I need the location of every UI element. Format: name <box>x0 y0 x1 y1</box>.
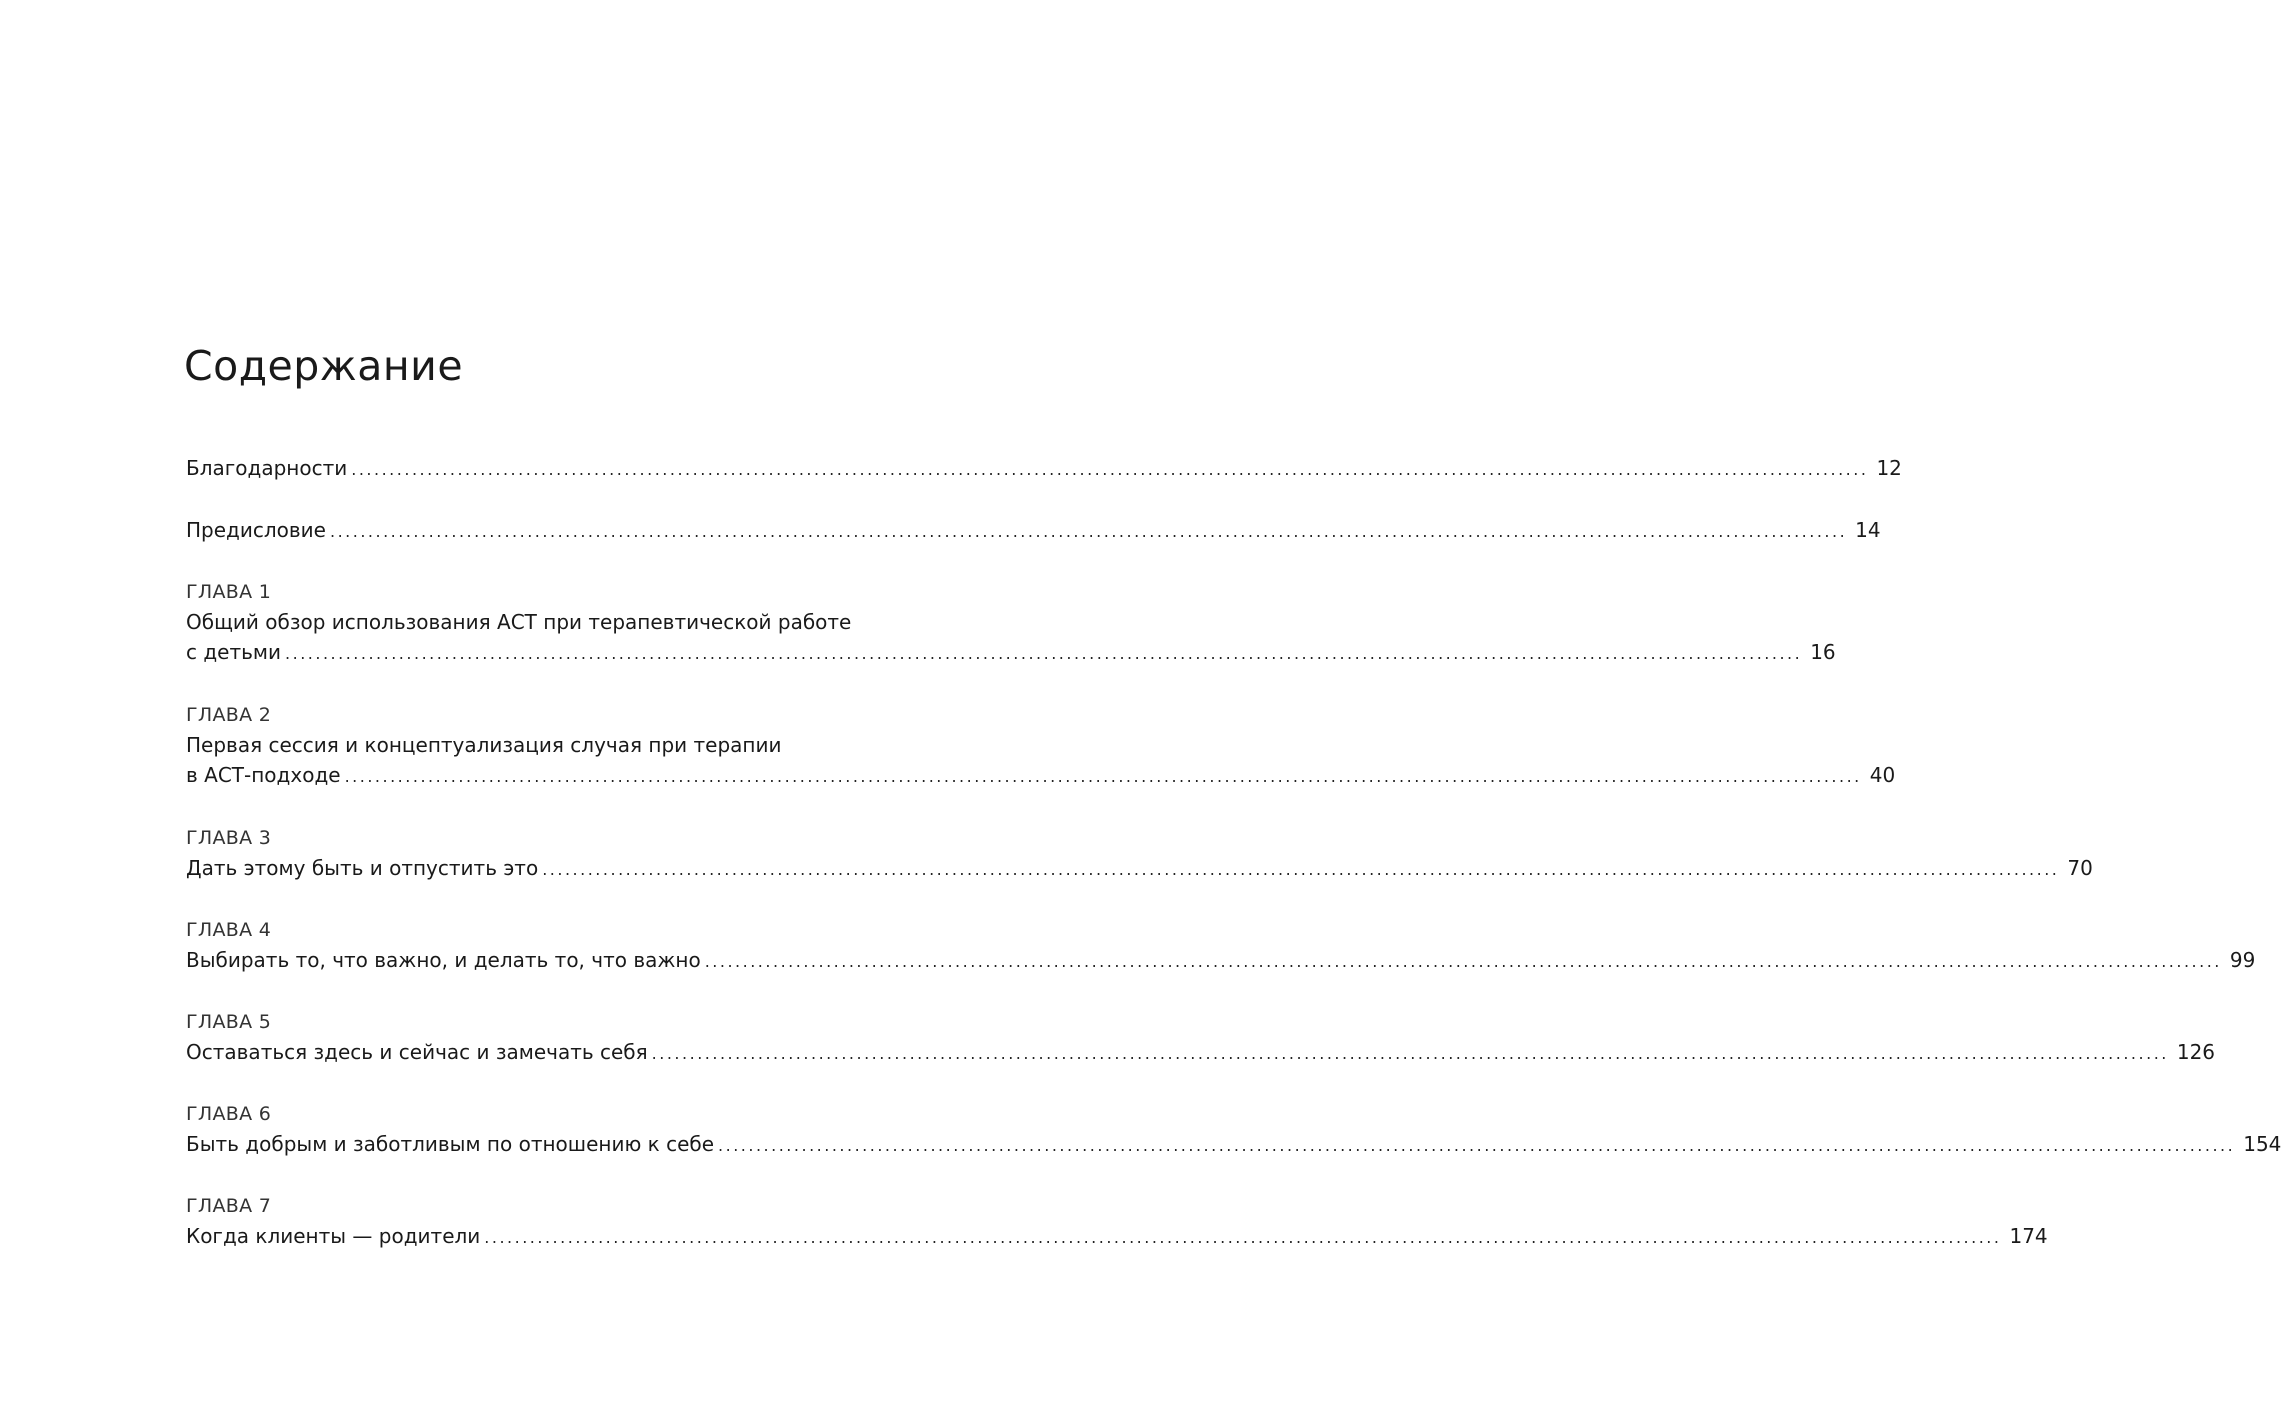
toc-entry-chapter-2[interactable] <box>186 704 1896 787</box>
toc-entry-preface[interactable] <box>186 518 1881 542</box>
toc-page-number[interactable]: 40 <box>1869 763 1896 787</box>
toc-leader-row[interactable] <box>186 1224 2048 1248</box>
dot-leader: ........................................................................................................................................................................................................ <box>344 767 1862 786</box>
chapter-label: ГЛАВА 1 <box>186 581 272 603</box>
toc-entry-chapter-1[interactable] <box>186 581 1836 664</box>
dot-leader: ........................................................................................................................................................................................................ <box>542 860 2060 879</box>
toc-entry-title-line[interactable]: Общий обзор использования АСТ при терапевтической работе <box>186 610 852 634</box>
toc-leader-row[interactable] <box>186 640 1836 664</box>
toc-entry-chapter-4[interactable] <box>186 919 2256 972</box>
chapter-label: ГЛАВА 4 <box>186 919 272 941</box>
toc-entry-chapter-6[interactable] <box>186 1103 2281 1156</box>
chapter-label: ГЛАВА 6 <box>186 1103 272 1125</box>
toc-entry-title[interactable]: Предисловие <box>186 518 326 542</box>
toc-page-number[interactable]: 14 <box>1855 518 1881 542</box>
dot-leader: ........................................................................................................................................................................................................ <box>718 1136 2236 1155</box>
toc-leader-row[interactable] <box>186 856 2093 880</box>
toc-page-number[interactable]: 174 <box>2009 1224 2048 1248</box>
chapter-label: ГЛАВА 3 <box>186 827 272 849</box>
toc-entry-title[interactable]: Когда клиенты — родители <box>186 1224 481 1248</box>
toc-page-number[interactable]: 99 <box>2229 948 2256 972</box>
toc-page-number[interactable]: 16 <box>1810 640 1836 664</box>
toc-entry-chapter-3[interactable] <box>186 827 2093 880</box>
dot-leader: ........................................................................................................................................................................................................ <box>351 460 1869 479</box>
toc-entry-title[interactable]: с детьми <box>186 640 282 664</box>
toc-leader-row[interactable] <box>186 518 1881 542</box>
toc-entry-title[interactable]: Дать этому быть и отпустить это <box>186 856 539 880</box>
chapter-label: ГЛАВА 2 <box>186 704 272 726</box>
chapter-label: ГЛАВА 7 <box>186 1195 272 1217</box>
toc-page-number[interactable]: 12 <box>1876 456 1902 480</box>
dot-leader: ........................................................................................................................................................................................................ <box>484 1228 2002 1247</box>
toc-leader-row[interactable] <box>186 1040 2216 1064</box>
toc-leader-row[interactable] <box>186 948 2256 972</box>
page-title: Содержание <box>184 342 464 390</box>
dot-leader: ........................................................................................................................................................................................................ <box>285 644 1803 663</box>
dot-leader: ........................................................................................................................................................................................................ <box>329 522 1848 541</box>
toc-leader-row[interactable] <box>186 456 1902 480</box>
toc-leader-row[interactable] <box>186 763 1896 787</box>
dot-leader: ........................................................................................................................................................................................................ <box>651 1044 2169 1063</box>
toc-entry-chapter-5[interactable] <box>186 1011 2216 1064</box>
toc-page-number[interactable]: 126 <box>2176 1040 2216 1064</box>
toc-page-number[interactable]: 70 <box>2067 856 2093 880</box>
toc-entry-title[interactable]: Выбирать то, что важно, и делать то, что важно <box>186 948 701 972</box>
toc-entry-title[interactable]: Быть добрым и заботливым по отношению к себе <box>186 1132 715 1156</box>
toc-entry-title[interactable]: в АСТ-подходе <box>186 763 341 787</box>
toc-entry-title-line[interactable]: Первая сессия и концептуализация случая при терапии <box>186 733 782 757</box>
toc-entry-acknowledgements[interactable] <box>186 456 1902 480</box>
toc-entry-title[interactable]: Оставаться здесь и сейчас и замечать себя <box>186 1040 648 1064</box>
toc-leader-row[interactable] <box>186 1132 2281 1156</box>
toc-entry-chapter-7[interactable] <box>186 1195 2048 1248</box>
toc-entry-title[interactable]: Благодарности <box>186 456 348 480</box>
chapter-label: ГЛАВА 5 <box>186 1011 272 1033</box>
dot-leader: ........................................................................................................................................................................................................ <box>704 952 2222 971</box>
toc-page-number[interactable]: 154 <box>2243 1132 2281 1156</box>
